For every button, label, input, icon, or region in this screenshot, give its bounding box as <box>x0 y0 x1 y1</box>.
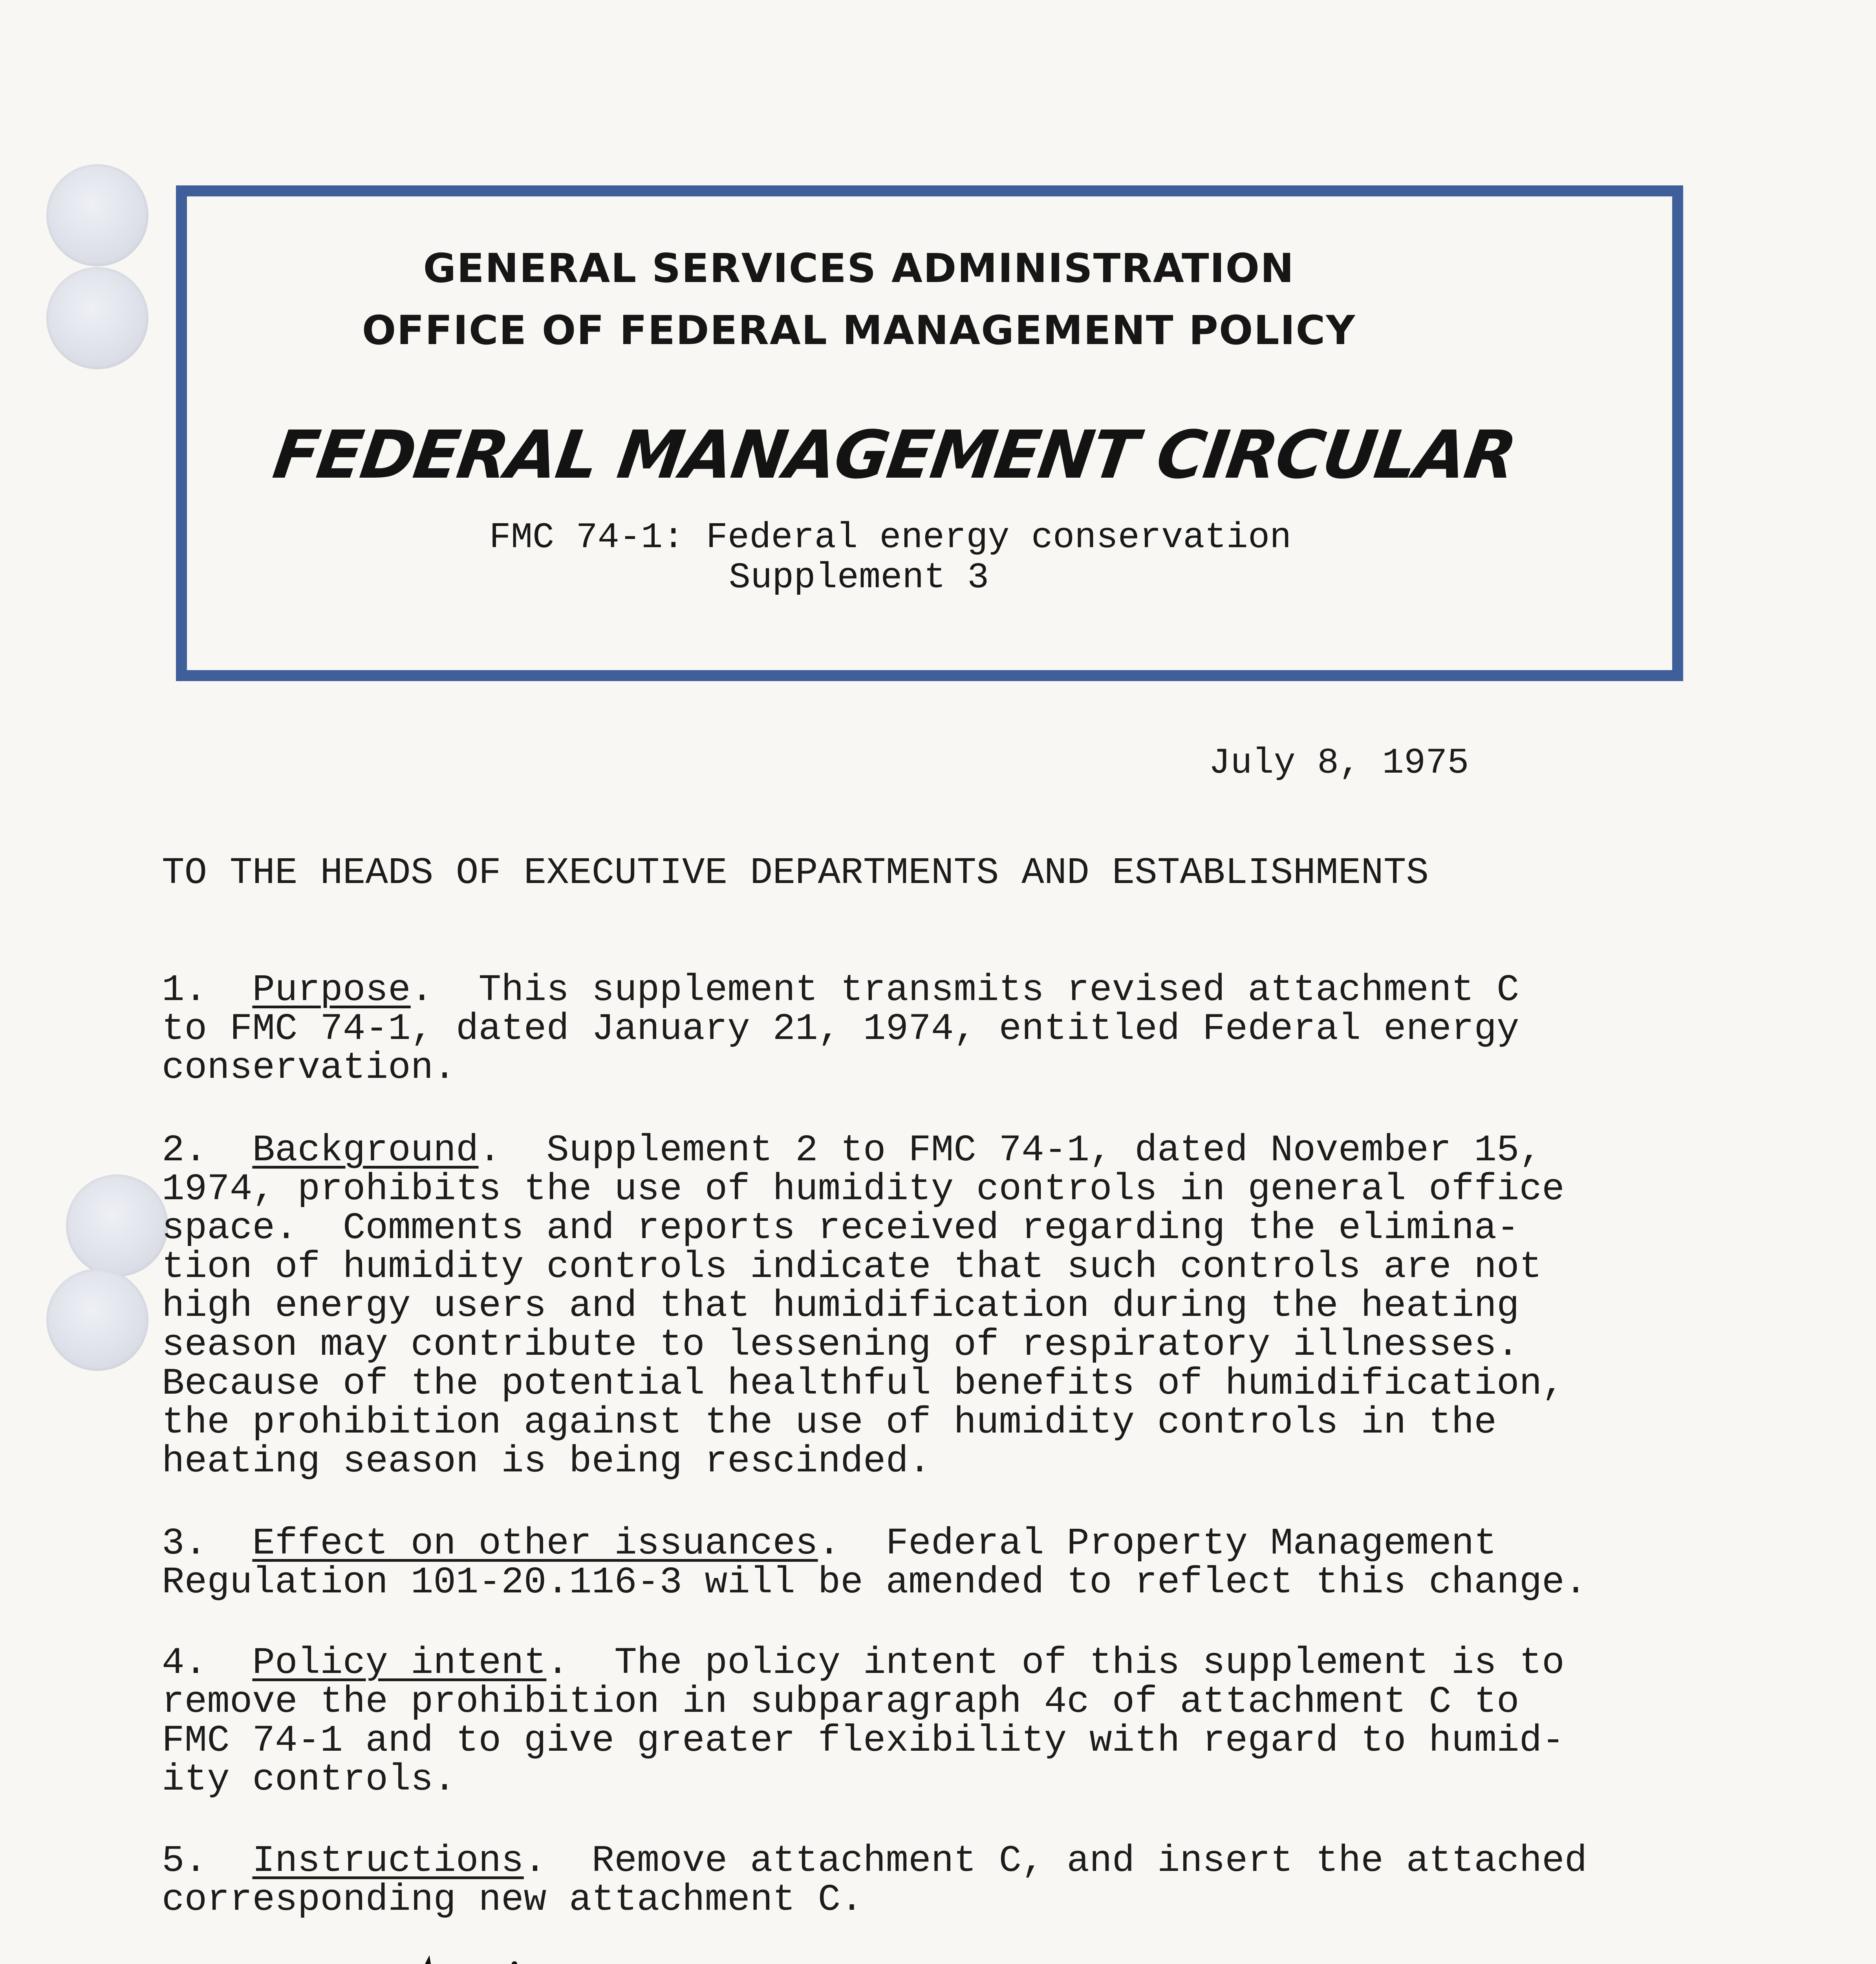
paragraph-heading: Effect on other issuances <box>252 1522 818 1565</box>
header-box <box>176 185 1683 681</box>
paragraph-policy-intent <box>162 1643 1678 1799</box>
paragraph-heading: Purpose <box>252 969 411 1011</box>
paragraph-heading: Policy intent <box>252 1642 547 1684</box>
paragraph-heading: Instructions <box>252 1839 524 1882</box>
paragraph-number: 3. <box>162 1522 207 1565</box>
paragraph-instructions <box>162 1841 1678 1919</box>
paragraph-number: 2. <box>162 1129 207 1172</box>
circular-subject: FMC 74-1: Federal energy conservation <box>489 517 1292 558</box>
addressee-line: TO THE HEADS OF EXECUTIVE DEPARTMENTS AND ESTABLISHMENTS <box>162 852 1429 894</box>
circular-date: July 8, 1975 <box>1209 742 1469 784</box>
paragraph-body: . This supplement transmits revised attachment C to FMC 74-1, dated January 21, 1974, entitled Federal energy conservation. <box>162 969 1519 1089</box>
paragraph-number: 5. <box>162 1839 207 1882</box>
punch-hole <box>46 1269 148 1371</box>
paragraph-background <box>162 1131 1678 1481</box>
punch-hole <box>66 1174 168 1277</box>
office-name: OFFICE OF FEDERAL MANAGEMENT POLICY <box>362 307 1356 354</box>
paragraph-body: . Federal Property Management Regulation 101-20.116-3 will be amended to reflect this change. <box>162 1522 1587 1604</box>
paragraph-number: 4. <box>162 1642 207 1684</box>
paragraph-effect <box>162 1524 1678 1602</box>
paragraph-body: . Remove attachment C, and insert the attached corresponding new attachment C. <box>162 1839 1587 1921</box>
paragraph-heading: Background <box>252 1129 479 1172</box>
paragraph-number: 1. <box>162 969 207 1011</box>
paragraph-body: . Supplement 2 to FMC 74-1, dated November 15, 1974, prohibits the use of humidity controls in general office space. Comments and reports received regarding the elimina- tion of humidity controls indicate that such controls are not high energy users and that humidification during the heating season may contribute to lessening of respiratory illnesses. Because of the potential healthful benefits of humidification, the prohibition against the use of humidity controls in the heating season is being rescinded. <box>162 1129 1565 1483</box>
paragraph-body: . The policy intent of this supplement is to remove the prohibition in subparagraph 4c of attachment C to FMC 74-1 and to give greater flexibility with regard to humid- ity controls. <box>162 1642 1565 1801</box>
signature-image <box>161 1940 750 1964</box>
circular-title: FEDERAL MANAGEMENT CIRCULAR <box>269 416 1520 493</box>
circular-supplement: Supplement 3 <box>728 557 989 598</box>
paragraph-purpose <box>162 971 1678 1087</box>
agency-name: GENERAL SERVICES ADMINISTRATION <box>423 245 1295 292</box>
